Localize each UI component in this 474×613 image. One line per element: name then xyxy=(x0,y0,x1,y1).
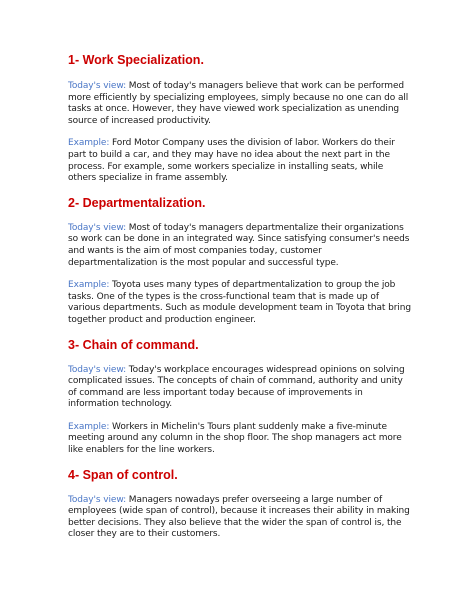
paragraph-lead: Today's view: xyxy=(68,494,127,505)
section-work-specialization xyxy=(68,53,413,185)
paragraph-text: Toyota uses many types of departmentalization to group the job tasks. One of the types is the cross-functional team that is made up of various departments. Such as module development team in Toyota that bring together product and production engineer. xyxy=(68,280,411,325)
section-departmentalization xyxy=(68,196,413,327)
paragraph-lead: Today's view: xyxy=(68,364,127,375)
paragraph-todays-view xyxy=(68,365,413,411)
paragraph-example xyxy=(68,422,413,457)
paragraph-lead: Example: xyxy=(68,421,110,432)
paragraph-lead: Today's view: xyxy=(68,222,127,233)
section-title: 3- Chain of command. xyxy=(68,337,199,352)
paragraph-todays-view xyxy=(68,495,413,541)
paragraph-lead: Example: xyxy=(68,280,110,291)
paragraph-text: Ford Motor Company uses the division of labor. Workers do their part to build a car, and they may have no idea about the next part in the process. For example, some workers specialize in installing seats, while others specialize in frame assembly. xyxy=(68,138,395,184)
paragraph-example xyxy=(68,138,413,184)
paragraph-text: Managers nowadays prefer overseeing a large number of employees (wide span of control), because it increases their ability in making better decisions. They also believe that the wider the span of control is, the closer they are to their customers. xyxy=(68,494,410,540)
section-span-of-control xyxy=(68,468,413,541)
section-title: 4- Span of control. xyxy=(68,467,178,482)
paragraph-text: Today's workplace encourages widespread opinions on solving complicated issues. The concepts of chain of command, authority and unity of command are less important today because of improvements in information technology. xyxy=(68,364,405,410)
paragraph-lead: Example: xyxy=(68,138,110,149)
paragraph-todays-view xyxy=(68,81,413,127)
paragraph-todays-view xyxy=(68,223,413,269)
paragraph-lead: Today's view: xyxy=(68,81,127,91)
section-title: 1- Work Specialization. xyxy=(68,53,204,67)
section-chain-of-command xyxy=(68,338,413,457)
paragraph-text: Workers in Michelin's Tours plant suddenly make a five-minute meeting around any column in the shop floor. The shop managers act more like enablers for the line workers. xyxy=(68,421,402,456)
paragraph-example xyxy=(68,280,413,326)
document-page xyxy=(68,53,413,552)
section-title: 2- Departmentalization. xyxy=(68,195,206,210)
paragraph-text: Most of today's managers believe that work can be performed more efficiently by specializing employees, simply because no one can do all tasks at once. However, they have viewed work specialization as unending source of increased productivity. xyxy=(68,81,409,126)
paragraph-text: Most of today's managers departmentalize their organizations so work can be done in an integrated way. Since satisfying consumer's needs and wants is the aim of most companies today, customer departmentalization is the most popular and successful type. xyxy=(68,222,410,268)
